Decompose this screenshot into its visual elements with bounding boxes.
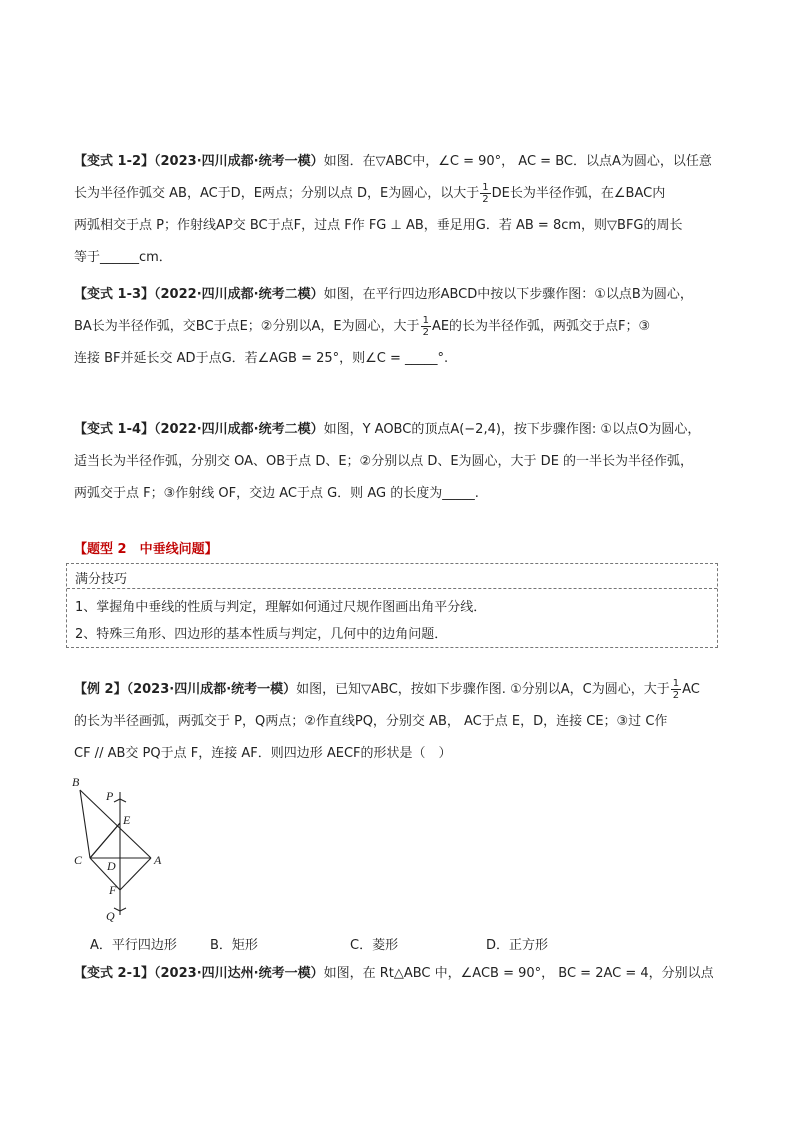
problem-variant-2-1	[74, 958, 724, 990]
problem-text: 长为半径作弧交 AB，AC于D，E两点；分别以点 D，E为圆心，以大于	[74, 186, 480, 201]
problem-tag: 【变式 1-3】	[74, 287, 155, 302]
fraction	[480, 182, 490, 205]
problem-tag: 【变式 2-1】	[74, 966, 155, 981]
problem-source: （2022·四川成都·统考二模）	[154, 422, 324, 437]
fraction-numerator: 1	[482, 182, 489, 193]
text-line: 两弧相交于点 P；作射线AP交 BC于点F，过点 F作 FG ⊥ AB，垂足用G．若 AB = 8cm，则▽BFG的周长	[74, 218, 683, 233]
example-2	[74, 674, 724, 770]
tips-item: 1、掌握角中垂线的性质与判定，理解如何通过尺规作图画出角平分线．	[75, 600, 487, 615]
fraction-denominator: 2	[672, 690, 680, 701]
problem-variant-1-4	[74, 414, 724, 510]
label-E: E	[123, 813, 131, 827]
text-line	[74, 311, 724, 343]
problem-tag: 【变式 1-2】	[74, 154, 155, 169]
text-line: CF // AB交 PQ于点 F，连接 AF．则四边形 AECF的形状是（ ）	[74, 746, 452, 761]
fraction	[421, 315, 431, 338]
problem-source: （2023·四川达州·统考一模）	[154, 966, 324, 981]
problem-text: AE的长为半径作弧，两弧交于点F；③	[431, 319, 651, 334]
geometry-figure	[70, 772, 170, 924]
label-P: P	[106, 789, 114, 803]
text-line: 连接 BF并延长交 AD于点G．若∠AGB = 25°，则∠C = _____°.	[74, 351, 449, 366]
segment-AF	[120, 858, 151, 890]
label-C: C	[74, 853, 83, 867]
fraction-numerator: 1	[672, 678, 680, 689]
problem-source: （2023·四川成都·统考一模）	[154, 154, 324, 169]
text-line	[74, 146, 724, 178]
segment-BC	[80, 790, 90, 858]
text-line	[74, 279, 724, 311]
option-d[interactable]: D．正方形	[486, 938, 549, 953]
option-c[interactable]: C．菱形	[350, 938, 399, 953]
problem-text: 如图，已知▽ABC，按如下步骤作图. ①分别以A，C为圆心，大于	[296, 682, 670, 697]
text-line	[74, 178, 724, 210]
text-line	[74, 674, 724, 706]
tips-box	[66, 563, 718, 648]
segment-CE-dup	[90, 823, 120, 858]
tips-heading: 满分技巧	[75, 572, 128, 587]
problem-text: 如图．在▽ABC中，∠C = 90°， AC = BC．以点A为圆心，以任意	[323, 154, 712, 169]
tips-divider	[67, 588, 717, 589]
problem-tag: 【变式 1-4】	[74, 422, 155, 437]
text-line: 适当长为半径作弧，分别交 OA、OB于点 D、E；②分别以点 D、E为圆心，大于 DE 的一半长为半径作弧，	[74, 454, 694, 469]
problem-tag: 【例 2】	[74, 682, 127, 697]
label-D: D	[107, 859, 116, 873]
label-A: A	[154, 853, 162, 867]
text-line: 两弧交于点 F；③作射线 OF，交边 AC于点 G．则 AG 的长度为_____.	[74, 486, 479, 501]
problem-text: 如图，在平行四边形ABCD中按以下步骤作图：①以点B为圆心，	[323, 287, 693, 302]
problem-text: 如图，在 Rt△ABC 中，∠ACB = 90°， BC = 2AC = 4，分别以点	[323, 966, 714, 981]
label-F: F	[109, 883, 117, 897]
tips-item: 2、特殊三角形、四边形的基本性质与判定，几何中的边角问题．	[75, 627, 448, 642]
fraction-denominator: 2	[422, 327, 429, 338]
text-line	[74, 414, 724, 446]
text-line: 的长为半径画弧，两弧交于 P，Q两点；②作直线PQ，分别交 AB， AC于点 E，D，连接 CE；③过 C作	[74, 714, 668, 729]
problem-variant-1-2	[74, 146, 724, 274]
option-b[interactable]: B．矩形	[210, 938, 258, 953]
fraction	[671, 678, 681, 701]
problem-text: BA长为半径作弧，交BC于点E；②分别以A，E为圆心，大于	[74, 319, 420, 334]
label-Q: Q	[106, 909, 115, 923]
label-B: B	[72, 775, 80, 789]
fraction-numerator: 1	[422, 315, 429, 326]
problem-text: DE长为半径作弧，在∠BAC内	[491, 186, 666, 201]
problem-text: AC	[682, 682, 700, 697]
text-line: 等于______cm．	[74, 250, 172, 265]
problem-variant-1-3	[74, 279, 724, 375]
problem-text: 如图，Y AOBC的顶点A(−2,4)，按下步骤作图: ①以点O为圆心，	[323, 422, 701, 437]
section-title: 【题型 2 中垂线问题】	[74, 542, 218, 557]
fraction-denominator: 2	[482, 194, 489, 205]
option-a[interactable]: A．平行四边形	[90, 938, 177, 953]
segment-BA	[80, 790, 151, 858]
problem-source: （2022·四川成都·统考二模）	[154, 287, 324, 302]
problem-source: （2023·四川成都·统考一模）	[126, 682, 297, 697]
text-line	[74, 958, 724, 990]
